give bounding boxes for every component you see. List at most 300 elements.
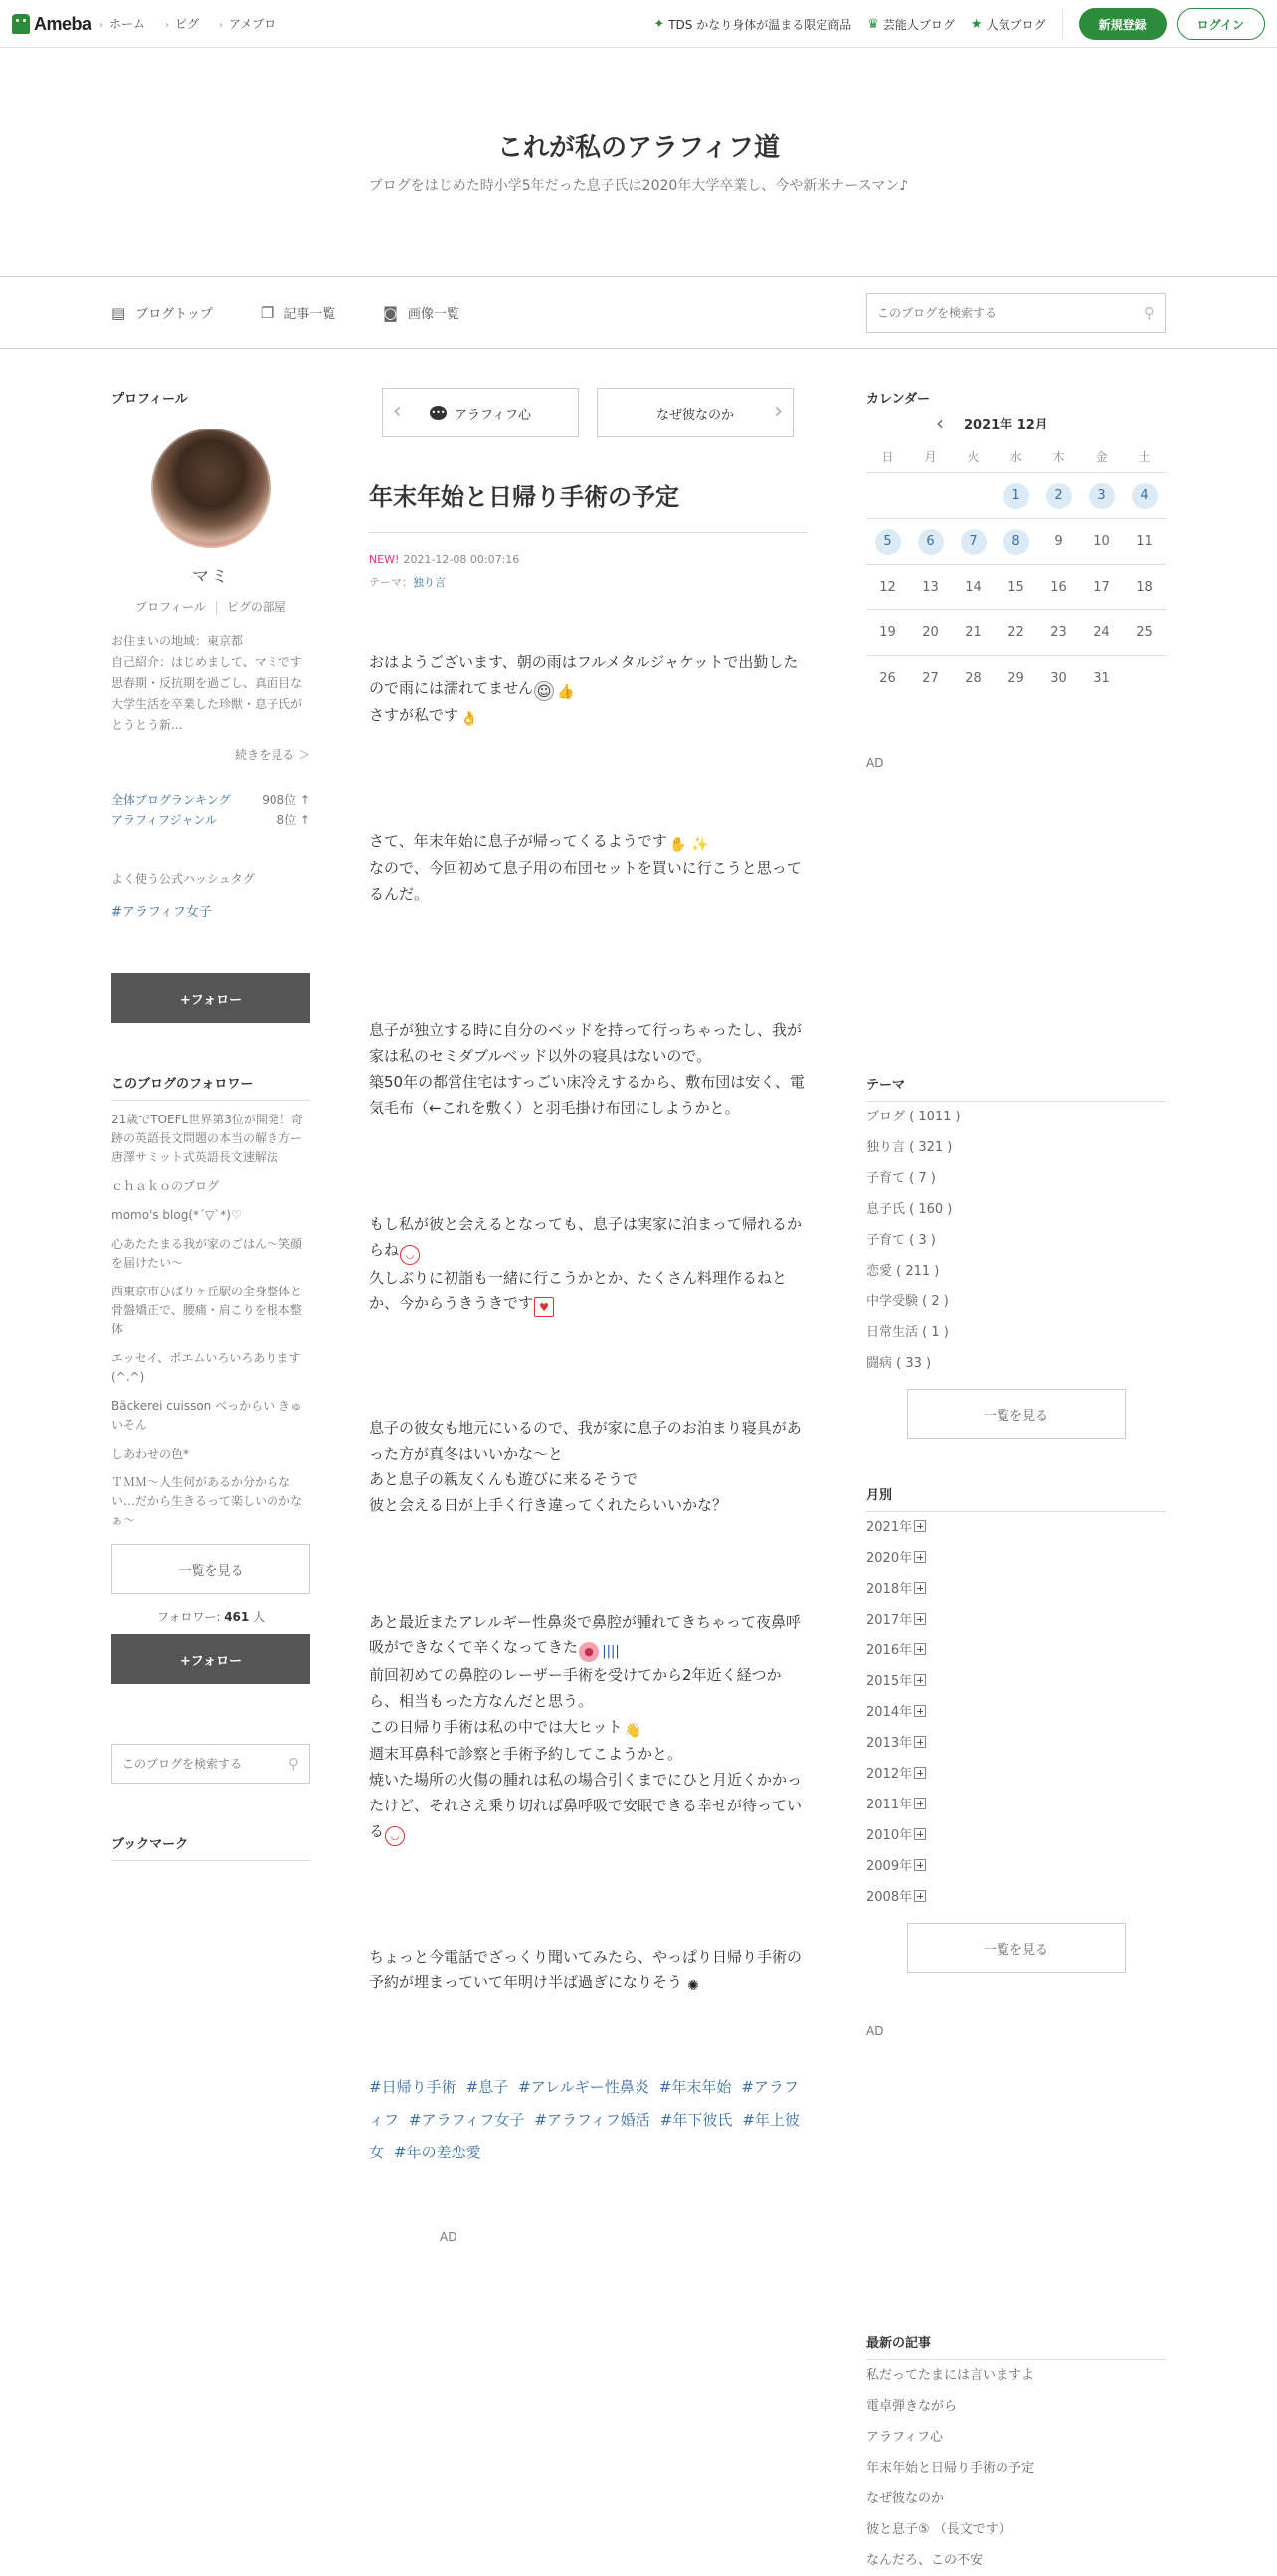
profile-heading: プロフィール [111,392,188,407]
calendar-day[interactable] [1080,473,1123,518]
list-item-label: 2018年 [866,1582,913,1597]
list-item-label: 息子氏 ( 160 ) [866,1202,953,1217]
calendar-day[interactable] [995,473,1037,518]
entry-date: 2021-12-08 00:07:16 [403,553,520,566]
list-item[interactable]: Bäckerei cuisson べっからい きゅいそん [111,1399,302,1432]
ameba-mascot-icon [12,14,30,34]
promo-link[interactable] [653,16,851,33]
list-item[interactable] [866,1317,1166,1348]
calendar-day[interactable] [1123,473,1166,518]
follower-count-unit: 人 [249,1610,266,1624]
calendar-day [1037,565,1080,609]
entry-title[interactable]: 年末年始と日帰り手術の予定 [369,477,807,533]
list-item-label: 2008年 [866,1890,913,1905]
list-item-label: 2021年 [866,1520,913,1535]
calendar-day [952,565,995,609]
list-item[interactable] [866,2391,1166,2422]
entry-pager [369,388,807,437]
paragraph-text: 週末耳鼻科で診察と手術予約してこようかと。 焼いた場所の火傷の腫れは私の場合引くまでにひと月近くかかったけど、それさえ乗り切れば鼻呼吸で安眠できる幸せが待っている [369,1745,803,1840]
calendar-day [952,656,995,701]
hashtag-link[interactable]: #日帰り手術 [369,2078,456,2096]
calendar-day [909,473,952,518]
search-icon[interactable]: ⚲ [1144,304,1155,322]
calendar-day-number: 4 [1132,483,1158,509]
list-item-label: 2013年 [866,1736,913,1751]
hashtag-link[interactable]: #アラフィフ女子 [111,905,212,920]
list-item[interactable]: ｃｈａｋｏのブログ [111,1179,220,1193]
blog-header [0,48,1277,276]
ranking-value: 8位 ↑ [276,813,310,827]
calendar-day [952,473,995,518]
ranking-row[interactable] [111,790,310,810]
list-item-label: 2020年 [866,1551,913,1566]
calendar-day-number: 17 [1093,580,1110,595]
ranking-label: アラフィフジャンル [111,813,218,827]
bookmark-heading: ブックマーク [111,1833,310,1861]
calendar-day [1037,519,1080,564]
heart-letter-icon: ♥ [534,1297,554,1317]
celebrity-blog-link[interactable] [867,16,955,33]
chevron-left-icon[interactable]: ‹ [936,411,944,434]
login-button[interactable]: ログイン [1177,8,1265,40]
calendar-day[interactable] [1037,473,1080,518]
thumbs-up-icon: 👍 [557,684,575,700]
nav-ameblo-label: アメブロ [229,17,276,31]
follower-count-value: 461 [224,1610,250,1624]
list-item-label: 年末年始と日帰り手術の予定 [866,2461,1035,2476]
chevron-left-icon: ‹ [393,399,402,424]
paragraph-text: 久しぶりに初詣も一緒に行こうかとか、たくさん料理作るねとか、今からうきうきです [369,1269,788,1312]
calendar-weekday: 金 [1095,450,1108,464]
list-item[interactable] [866,1287,1166,1317]
hashtag-link[interactable]: #アラフィフ婚活 [534,2111,650,2129]
paragraph-text: ちょっと今電話でざっくり聞いてみたら、やっぱり日帰り手術の予約が埋まっていて年明け半ば過ぎになりそう [369,1948,803,1991]
list-item[interactable] [866,2422,1166,2453]
calendar-day-number: 13 [922,580,939,595]
paragraph-text: さすが私です [369,706,459,724]
list-item[interactable]: エッセイ、ポエムいろいろあります(^.^) [111,1351,301,1384]
read-more-link[interactable]: 続きを見る ＞ [235,748,310,762]
nav-home[interactable] [99,15,145,32]
paragraph-text: さて、年末年始に息子が帰ってくるようです [369,832,667,850]
profile-name[interactable]: マミ [192,567,230,587]
list-item[interactable] [866,1256,1166,1287]
calendar-day[interactable] [909,519,952,564]
calendar-day-number: 25 [1136,625,1153,640]
list-item-label: 私だってたまには言いますよ [866,2368,1035,2383]
expand-plus-icon[interactable] [914,1613,926,1625]
follow-button[interactable]: +フォロー [111,1634,310,1684]
calendar-day-number: 6 [918,529,944,555]
calendar-day [866,473,909,518]
global-nav [99,15,275,32]
expand-plus-icon[interactable] [914,1890,926,1902]
paragraph-text: おはようございます、朝の雨はフルメタルジャケットで出勤したので雨には濡れてません [369,653,799,697]
list-item[interactable]: しあわせの色* [111,1447,190,1460]
blog-title[interactable]: これが私のアラフィフ道 [497,133,780,163]
paragraph [369,1211,807,1317]
list-item[interactable] [866,2360,1166,2391]
hashtag-link[interactable]: #アラフィフ女子 [409,2111,525,2129]
expand-plus-icon[interactable] [914,1767,926,1779]
list-item[interactable] [866,1820,1166,1851]
right-sidebar [866,388,1166,2576]
chevron-right-icon: › [774,399,783,424]
list-item-label: 中学受験 ( 2 ) [866,1294,949,1309]
calendar-day-number: 26 [879,671,896,686]
wave-icon: ✋ [668,837,687,853]
list-item[interactable] [866,1102,1166,1132]
calendar-day-number: 20 [922,625,939,640]
calendar-day[interactable] [952,519,995,564]
blog-top-label: ブログトップ [135,307,213,322]
blog-description: ブログをはじめた時小学5年だった息子氏は2020年大学卒業し、今や新米ナースマン♪ [368,178,909,194]
hashtag-heading: よく使う公式ハッシュタグ [111,872,255,886]
theme-list [866,1102,1166,1379]
calendar-day [1037,656,1080,701]
list-item-label: 2015年 [866,1674,913,1689]
calendar-day [866,610,909,655]
expand-plus-icon[interactable] [914,1520,926,1532]
calendar-day-number: 22 [1007,625,1024,640]
ameba-logo-text: Ameba [34,13,91,34]
calendar-day-number: 14 [965,580,982,595]
entry-theme-link[interactable]: 独り言 [413,576,446,589]
list-item[interactable] [866,1225,1166,1256]
list-item[interactable] [866,1543,1166,1574]
blog-search-input[interactable] [877,306,1144,320]
followers-heading: このブログのフォロワー [111,1073,310,1101]
archive-see-all-button[interactable]: 一覧を見る [907,1923,1126,1973]
nav-pigg[interactable] [165,15,199,32]
list-item-label: 2009年 [866,1859,913,1874]
document-icon: ▤ [111,303,126,322]
follower-count-label: フォロワー: [156,1610,225,1624]
calendar-day [952,610,995,655]
list-item[interactable] [866,1882,1166,1913]
calendar-day[interactable] [866,519,909,564]
calendar-day-number [918,483,944,509]
list-item-label: 2011年 [866,1798,913,1812]
list-item[interactable] [866,1759,1166,1790]
entry-theme [369,574,807,590]
left-sidebar [111,388,310,1861]
list-item-label: 彼と息子⑤ （長文です） [866,2522,1011,2537]
calendar-day [995,565,1037,609]
list-item[interactable] [866,1163,1166,1194]
paragraph: 息子が独立する時に自分のベッドを持って行っちゃったし、我が家は私のセミダブルベッド以外の寝具はないので。 築50年の都営住宅はすっごい床冷えするから、敷布団は安く、電気毛布（←これを敷く）と羽毛掛け布団にしようかと。 [369,1021,805,1116]
search-icon[interactable]: ⚲ [288,1755,299,1773]
calendar-day-number: 2 [1046,483,1072,509]
calendar-weekday: 日 [881,450,894,464]
list-item[interactable] [866,1728,1166,1759]
list-item-label: 2012年 [866,1767,913,1782]
calendar-day-number: 9 [1054,534,1063,549]
archive-list [866,1512,1166,1913]
main-entry [369,388,807,2244]
calendar-weekday: 木 [1052,450,1065,464]
paragraph: 息子の彼女も地元にいるので、我が家に息子のお泊まり寝具があった方が真冬はいいかな〜と あと息子の親友くんも遊びに来るそうで 彼と会える日が上手く行き違ってくれたらいいかな？ [369,1419,802,1514]
star-icon: ★ [970,16,983,32]
followers-see-all-button[interactable]: 一覧を見る [111,1544,310,1594]
image-list-label: 画像一覧 [407,307,459,322]
list-item[interactable] [866,1851,1166,1882]
list-item[interactable] [866,2484,1166,2514]
pig-icon: ● [579,1642,599,1662]
calendar-month-label: 2021年 12月 [964,417,1048,432]
list-item[interactable] [866,2545,1166,2576]
follow-button[interactable]: +フォロー [111,973,310,1023]
expand-plus-icon[interactable] [914,1705,926,1717]
list-item-label: 2010年 [866,1828,913,1843]
chat-bubble-icon: ••• [430,406,447,420]
calendar-day-number: 11 [1136,534,1153,549]
hashtag-list [369,2071,807,2169]
prev-entry-button[interactable] [382,388,579,437]
calendar-weekday: 月 [924,450,937,464]
calendar-day [866,565,909,609]
calendar-day-number: 15 [1007,580,1024,595]
calendar-day-number: 28 [965,671,982,686]
calendar-day [995,610,1037,655]
sidebar-search [111,1744,310,1784]
calendar-day-number: 1 [1003,483,1029,509]
ad-label[interactable]: AD [866,2024,884,2038]
blog-nav [0,276,1277,349]
list-item-label: なんだろ、この不安 [866,2553,984,2568]
ad-label[interactable]: AD [440,2230,457,2244]
follower-count [111,1608,310,1625]
new-badge: NEW! [369,553,400,566]
calendar-day [1080,519,1123,564]
entry-list-link[interactable] [261,303,335,322]
calendar-day-number: 3 [1089,483,1115,509]
calendar-day-number [875,483,901,509]
register-button[interactable]: 新規登録 [1079,8,1167,40]
calendar-day-number [1132,666,1158,692]
list-item[interactable]: 心あたたまる我が家のごはん〜笑顔を届けたい〜 [111,1237,303,1270]
chevron-right-icon: › [165,20,170,31]
image-list-link[interactable] [383,303,459,322]
calendar-day [909,565,952,609]
calendar-day-number: 21 [965,625,982,640]
list-item-label: 日常生活 ( 1 ) [866,1325,949,1340]
expand-plus-icon[interactable] [914,1828,926,1840]
list-item[interactable] [866,1512,1166,1543]
hashtag-link[interactable]: #年末年始 [658,2078,732,2096]
sidebar-search-input[interactable] [122,1757,288,1771]
list-item-label: 独り言 ( 321 ) [866,1140,953,1155]
paragraph [369,649,807,729]
ad-label[interactable]: AD [866,756,884,770]
hashtag-link[interactable]: #年の差恋愛 [394,2144,481,2161]
list-item-label: 2014年 [866,1705,913,1720]
list-item[interactable] [866,2514,1166,2545]
face-icon: ☺ [534,681,554,701]
list-item[interactable]: ＴＭＭ～人生何があるか分からない…だから生きるって楽しいのかなぁ～ [111,1475,303,1527]
calendar-day-number: 7 [961,529,987,555]
calendar-day-number: 10 [1093,534,1110,549]
list-item-label: なぜ彼なのか [866,2491,945,2506]
hashtag-link[interactable]: #年下彼氏 [659,2111,733,2129]
recent-heading: 最新の記事 [866,2332,1166,2360]
nav-pigg-label: ピグ [175,17,200,31]
ranking-row[interactable] [111,810,310,830]
profile-link[interactable]: プロフィール [135,601,206,614]
ranking [111,790,310,830]
crown-icon: ♛ [867,16,879,32]
theme-heading: テーマ [866,1074,1166,1102]
blog-search [866,293,1166,333]
calendar-day-number: 12 [879,580,896,595]
paragraph-text: なので、今回初めて息子用の布団セットを買いに行こうと思ってるんだ。 [369,859,802,903]
expand-plus-icon[interactable] [914,1582,926,1594]
calendar-day-number: 19 [879,625,896,640]
hashtag-link[interactable]: #アラフィフ [369,2078,799,2129]
calendar-day [1080,565,1123,609]
expand-plus-icon[interactable] [914,1551,926,1563]
calendar-day [1123,656,1166,701]
archive-heading: 月別 [866,1484,1166,1512]
pigg-room-link[interactable]: ピグの部屋 [226,601,286,614]
global-header-right [653,8,1265,40]
paragraph-text: あと最近またアレルギー性鼻炎で鼻腔が腫れてきちゃって夜鼻呼吸ができなくて辛くなってきた [369,1613,802,1656]
calendar-day[interactable] [995,519,1037,564]
list-item[interactable] [866,1348,1166,1379]
chevron-right-icon: › [99,20,103,31]
profile-links [111,599,310,615]
calendar-day [995,656,1037,701]
paragraph-text: この日帰り手術は私の中では大ヒット [369,1718,623,1736]
avatar[interactable] [151,429,271,548]
nav-home-label: ホーム [109,17,146,31]
paragraph-text: 前回初めての鼻腔のレーザー手術を受けてから2年近く経つから、相当もった方なんだと思う。 [369,1666,782,1710]
copy-icon: ❐ [260,303,274,322]
list-item-label: 2016年 [866,1643,913,1658]
calendar-day-number: 27 [922,671,939,686]
expand-plus-icon[interactable] [914,1736,926,1748]
smile-face-icon: ◡ [400,1245,420,1265]
calendar-month [866,411,1166,434]
list-item-label: 電卓弾きながら [866,2399,958,2414]
popular-blog-label: 人気ブログ [986,17,1046,32]
chevron-right-icon: › [219,20,224,31]
calendar-day [866,656,909,701]
paragraph [369,828,807,907]
list-item[interactable] [866,1666,1166,1697]
list-item[interactable] [866,1132,1166,1163]
calendar-day [909,656,952,701]
expand-plus-icon[interactable] [914,1643,926,1655]
hashtag-link[interactable]: #息子 [465,2078,509,2096]
calendar-day [1080,610,1123,655]
smile-face-icon: ◡ [385,1826,405,1846]
recent-list [866,2360,1166,2576]
flower-icon: ✺ [687,1978,699,1994]
calendar-day-number: 23 [1050,625,1067,640]
divider [216,601,217,615]
list-item[interactable]: momo's blog(*´▽`*)♡ [111,1208,242,1222]
expand-plus-icon[interactable] [914,1859,926,1871]
nav-ameblo[interactable] [219,15,275,32]
calendar-weekday: 水 [1009,450,1022,464]
calendar-day-number: 16 [1050,580,1067,595]
calendar-day-number: 29 [1007,671,1024,686]
list-item[interactable] [866,2453,1166,2484]
expand-plus-icon[interactable] [914,1674,926,1686]
calendar-day [1123,519,1166,564]
expand-plus-icon[interactable] [914,1798,926,1809]
paragraph [369,1944,807,1996]
entry-list-label: 記事一覧 [283,307,336,322]
list-item[interactable] [866,1790,1166,1820]
calendar-day [909,610,952,655]
calendar-day [1123,565,1166,609]
list-item[interactable] [866,1697,1166,1728]
follower-list [111,1111,310,1530]
calendar-day-number [961,483,987,509]
ranking-value: 908位 ↑ [262,793,310,807]
ok-hand-icon: 👌 [460,711,478,727]
list-item-label: 恋愛 ( 211 ) [866,1264,940,1279]
entry-meta [369,553,807,566]
calendar-day-number: 31 [1093,671,1110,686]
calendar-day [1123,610,1166,655]
calendar-grid [866,442,1166,701]
hashtag-link[interactable]: #アレルギー性鼻炎 [518,2078,649,2096]
list-item[interactable] [866,1635,1166,1666]
list-item[interactable] [866,1605,1166,1635]
camera-icon: ◙ [383,303,398,322]
calendar-day-number: 30 [1050,671,1067,686]
next-entry-label: なぜ彼なのか [655,407,734,423]
popular-blog-link[interactable] [971,16,1046,33]
calendar-day-number: 18 [1136,580,1153,595]
calendar-day-number: 5 [875,529,901,555]
list-item-label: アラフィフ心 [866,2430,943,2445]
paragraph-text: もし私が彼と会えるとなっても、息子は実家に泊まって帰れるからね [369,1215,803,1259]
promo-link-label: TDS かなり身体が温まる限定商品 [668,17,852,32]
wave-hand-icon: 👋 [624,1723,642,1739]
blog-top-link[interactable] [111,303,213,322]
ranking-label: 全体ブログランキング [111,793,231,807]
calendar-day-number: 8 [1003,529,1029,555]
calendar-weekday: 火 [967,450,980,464]
next-entry-button[interactable] [597,388,794,437]
sparkle-icon: ✨ [690,837,709,853]
global-header [0,0,1277,48]
hashtag-link[interactable]: #年上彼女 [369,2111,800,2161]
calendar-weekday: 土 [1138,450,1151,464]
paragraph [369,1609,807,1846]
list-item-label: 2017年 [866,1613,913,1628]
list-item[interactable] [866,1574,1166,1605]
themes-see-all-button[interactable]: 一覧を見る [907,1389,1126,1439]
ameba-logo[interactable] [12,13,91,35]
list-item-label: ブログ ( 1011 ) [866,1110,961,1124]
list-item[interactable] [866,1194,1166,1225]
celebrity-blog-label: 芸能人ブログ [882,17,955,32]
list-item-label: 子育て ( 3 ) [866,1233,936,1248]
prev-entry-label: アラフィフ心 [455,407,531,423]
calendar-day-number: 24 [1093,625,1110,640]
star-icon: ✦ [653,16,665,32]
calendar-day [1037,610,1080,655]
rain-icon: |||| [602,1644,620,1659]
divider [1062,9,1063,39]
list-item[interactable]: 西東京市ひばりヶ丘駅の全身整体と骨盤矯正で、腰痛・肩こりを根本整体 [111,1285,303,1336]
list-item[interactable]: 21歳でTOEFL世界第3位が開発！奇跡の英語長文問題の本当の解き方ー唐澤サミット式英語長文速解法 [111,1113,303,1164]
